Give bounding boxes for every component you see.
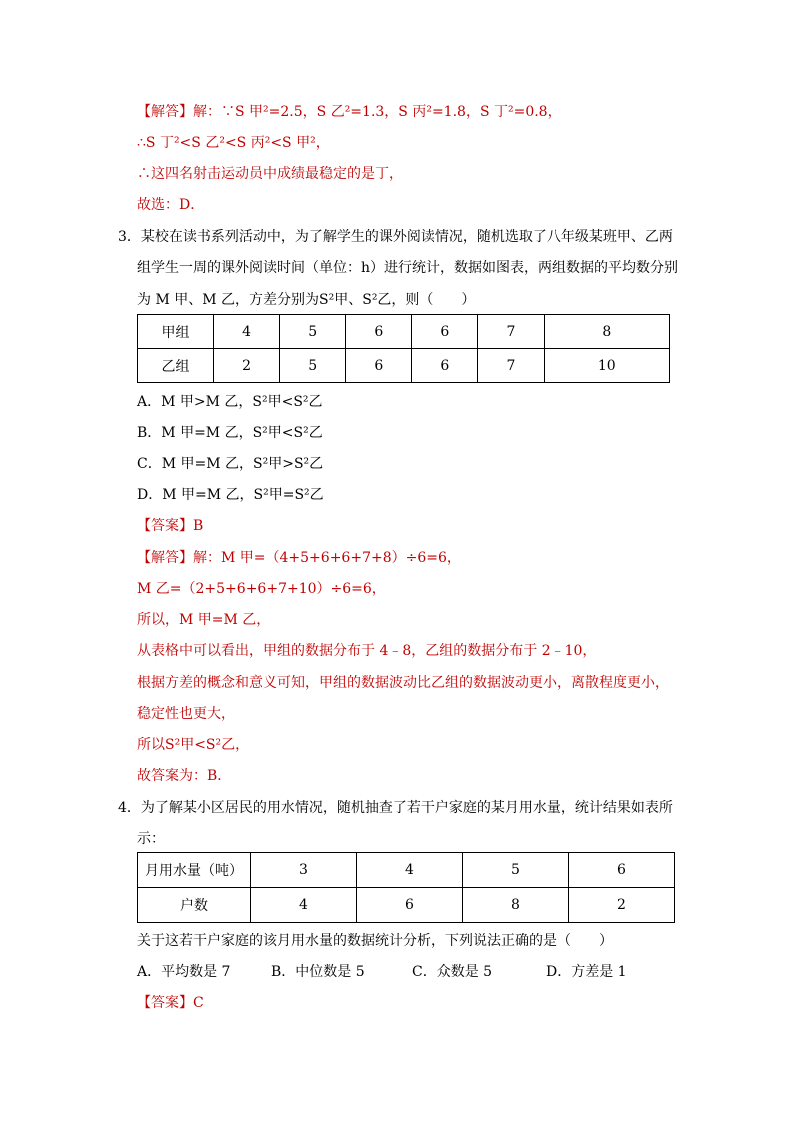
- option-d: D．M 甲=M 乙，S²甲=S²乙: [137, 487, 324, 503]
- table-cell: 5: [463, 853, 569, 888]
- question-4-table: [137, 852, 675, 923]
- table-cell: 2: [569, 888, 675, 923]
- table-cell: 4: [251, 888, 357, 923]
- solution-line: 所以，M 甲=M 乙，: [137, 612, 271, 628]
- solution-line: 从表格中可以看出，甲组的数据分布于 4﹣8，乙组的数据分布于 2﹣10，: [137, 643, 597, 659]
- table-row: [138, 349, 670, 383]
- table-cell: 月用水量（吨）: [138, 853, 251, 888]
- table-cell: 4: [214, 315, 280, 349]
- table-cell: 8: [463, 888, 569, 923]
- option-b: B．M 甲=M 乙，S²甲<S²乙: [137, 425, 323, 441]
- table-cell: 6: [346, 349, 412, 383]
- option-c: C．众数是 5: [412, 964, 493, 980]
- option-a: A．M 甲>M 乙，S²甲<S²乙: [137, 394, 323, 410]
- table-row: [138, 315, 670, 349]
- answer-line: 【答案】C: [137, 995, 204, 1011]
- solution-line: ∴S 丁²<S 乙²<S 丙²<S 甲²，: [137, 135, 330, 151]
- table-cell: 6: [412, 315, 478, 349]
- table-cell: 甲组: [138, 315, 214, 349]
- question-3-stem: 为 M 甲、M 乙，方差分别为S²甲、S²乙，则（ ）: [137, 292, 476, 308]
- table-cell: 7: [478, 349, 544, 383]
- table-cell: 3: [251, 853, 357, 888]
- table-row: [138, 853, 675, 888]
- solution-line: 故选：D．: [137, 197, 205, 213]
- table-cell: 10: [544, 349, 669, 383]
- table-cell: 7: [478, 315, 544, 349]
- table-cell: 8: [544, 315, 669, 349]
- answer-line: 【答案】B: [137, 518, 204, 534]
- table-cell: 乙组: [138, 349, 214, 383]
- question-4-stem: 4．为了解某小区居民的用水情况，随机抽查了若干户家庭的某月用水量，统计结果如表所: [118, 800, 673, 816]
- question-3-stem: 组学生一周的课外阅读时间（单位：h）进行统计，数据如图表，两组数据的平均数分别: [137, 260, 679, 276]
- table-cell: 2: [214, 349, 280, 383]
- question-3-stem: 3．某校在读书系列活动中，为了解学生的课外阅读情况，随机选取了八年级某班甲、乙两: [118, 229, 673, 245]
- solution-line: 【解答】解：M 甲=（4+5+6+6+7+8）÷6=6，: [137, 550, 461, 566]
- table-cell: 5: [280, 349, 346, 383]
- solution-line: 所以S²甲<S²乙，: [137, 737, 250, 753]
- option-c: C．M 甲=M 乙，S²甲>S²乙: [137, 456, 324, 472]
- solution-line: M 乙=（2+5+6+6+7+10）÷6=6，: [137, 581, 386, 597]
- solution-line: 稳定性也更大，: [137, 706, 235, 722]
- question-4-stem: 示：: [137, 831, 165, 847]
- table-cell: 6: [569, 853, 675, 888]
- solution-line: 根据方差的概念和意义可知，甲组的数据波动比乙组的数据波动更小，离散程度更小，: [137, 675, 669, 691]
- option-a: A．平均数是 7: [137, 964, 231, 980]
- table-cell: 户数: [138, 888, 251, 923]
- table-cell: 5: [280, 315, 346, 349]
- solution-line: ∴这四名射击运动员中成绩最稳定的是丁，: [137, 166, 403, 182]
- option-b: B．中位数是 5: [271, 964, 365, 980]
- table-cell: 6: [346, 315, 412, 349]
- solution-line: 故答案为：B．: [137, 768, 232, 784]
- table-row: [138, 888, 675, 923]
- table-cell: 4: [357, 853, 463, 888]
- solution-line: 【解答】解：∵S 甲²=2.5，S 乙²=1.3，S 丙²=1.8，S 丁²=0.8，: [137, 104, 562, 120]
- table-cell: 6: [357, 888, 463, 923]
- question-4-prompt: 关于这若干户家庭的该月用水量的数据统计分析，下列说法正确的是（ ）: [137, 933, 613, 949]
- option-d: D．方差是 1: [546, 964, 627, 980]
- table-cell: 6: [412, 349, 478, 383]
- question-3-table: [137, 314, 670, 383]
